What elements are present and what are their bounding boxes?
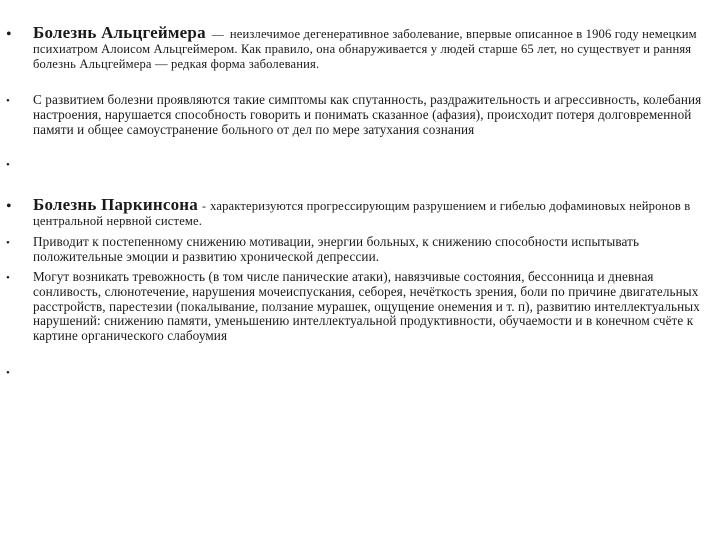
parkinson-symptoms-text: Могут возникать тревожность (в том числе панические атаки), навязчивые состояния, бессонница и дневная сонливость, слюнотечение, нарушения мочеиспускания, себорея, нечёткость зрения, боли по причине двигательных расстройств, парестезии (покалывание, ползание мурашек, ощущение онемения и т. п), развитию интеллектуальных нарушений: снижению памяти, уменьшению интеллектуальной продуктивности, обучаемости и в конечном счёте к картине органического слабоумия — [33, 269, 700, 344]
parkinson-intro: характеризуются прогрессирующим разрушением и гибелью дофаминовых нейронов в центральной нервной системе. — [33, 199, 691, 228]
alzheimer-symptoms-text: С развитием болезни проявляются такие симптомы как спутанность, раздражительность и агрессивность, колебания настроения, нарушается способность говорить и понимать сказанное (афазия), происходит потеря долговременной памяти и общее самоустранение больного от дел по мере затухания сознания — [33, 92, 702, 137]
bullet-small: • — [6, 237, 10, 249]
alzheimer-intro: неизлечимое дегенеративное заболевание, впервые описанное в 1906 году немецким психиатром Алоисом Альцгеймером. Как правило, она обнаруживается у людей старше 65 лет, но существует и ранняя болезнь Альцгеймера — редкая форма заболевания. — [33, 27, 697, 71]
alzheimer-heading: Болезнь Альцгеймера — [33, 23, 206, 42]
bullet-large: • — [6, 26, 12, 43]
parkinson-intro-paragraph — [33, 195, 706, 229]
bullet-large: • — [6, 198, 12, 215]
alzheimer-dash: — — [211, 27, 224, 41]
bullet-small: • — [6, 159, 10, 171]
parkinson-dash: - — [201, 199, 207, 213]
alzheimer-intro-paragraph — [33, 23, 706, 71]
parkinson-motivation-text: Приводит к постепенному снижению мотивации, энергии больных, к снижению способности испытывать положительные эмоции и развитию хронической депрессии. — [33, 234, 640, 264]
bullet-small: • — [6, 272, 10, 284]
bullet-small: • — [6, 367, 10, 379]
parkinson-heading: Болезнь Паркинсона — [33, 195, 198, 214]
bullet-small: • — [6, 95, 10, 107]
